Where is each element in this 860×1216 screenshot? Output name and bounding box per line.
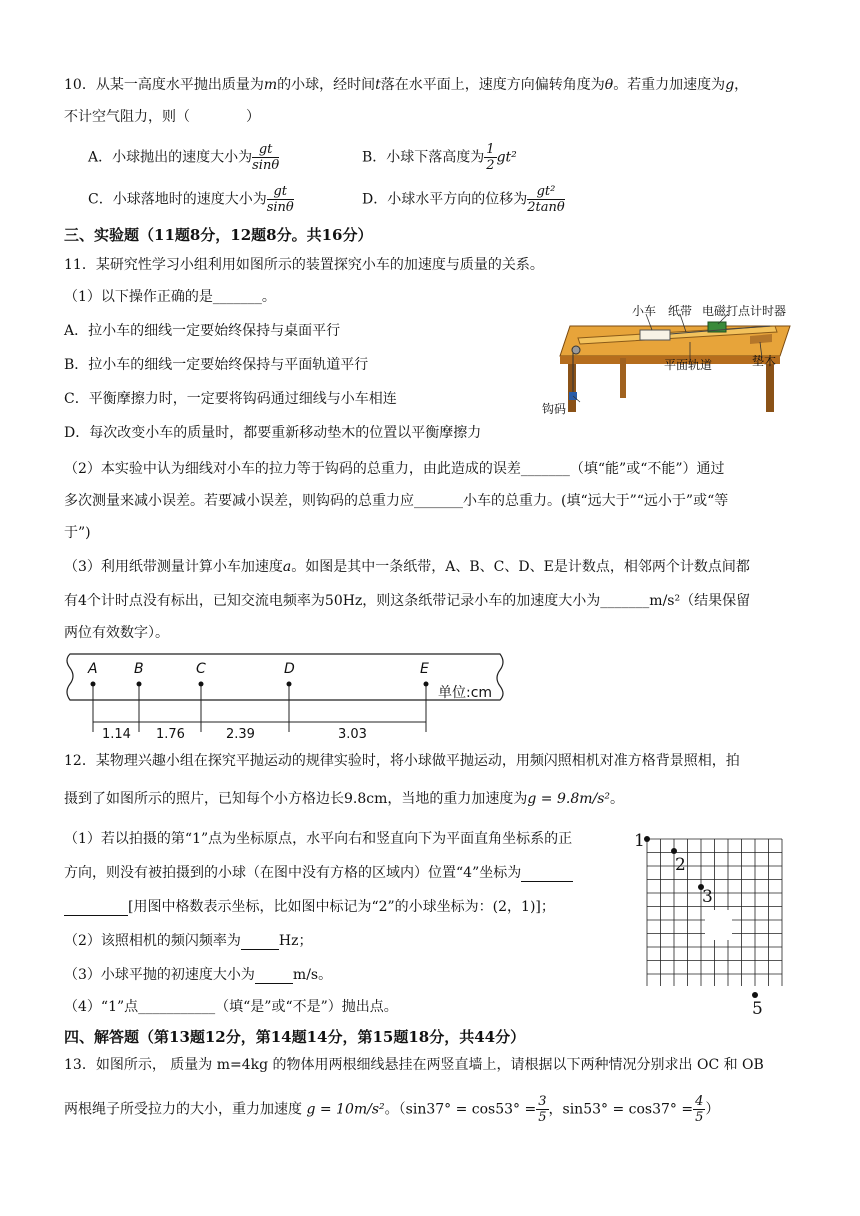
q10-stem-line2: 不计空气阻力，则（ ） — [64, 109, 260, 125]
table-leg — [766, 364, 774, 412]
label-cart: 小车 — [632, 304, 657, 318]
q13-line2: 两根绳子所受拉力的大小，重力加速度 g = 10m/s²。（sin37° = cos53° = $\frac{3}{5}$ ，sin53° = cos37° = $\frac{4}{5}$ ） — [64, 1094, 720, 1125]
q11-part3-line2: 有4个计时点没有标出，已知交流电频率为50Hz，则这条纸带记录小车的加速度大小为_______m/s²（结果保留 — [64, 593, 751, 609]
grid-figure — [646, 838, 796, 1018]
q11-option-b: B．拉小车的细线一定要始终保持与平面轨道平行 — [64, 357, 369, 373]
tape-point-d — [287, 682, 292, 687]
tape-label-d: D — [284, 661, 295, 677]
q12-part4: （4）“1”点___________（填“是”或“不是”）抛出点。 — [64, 999, 398, 1015]
q10-option-d: D．小球水平方向的位移为 $\frac{\text{gt²}}{2\tan\theta}$ — [362, 184, 565, 215]
tape-gap-cd: 2.39 — [226, 727, 255, 742]
q10-option-b: B．小球下落高度为 $\frac{1}{2}$ gt² — [362, 142, 517, 173]
q12-part2: （2）该照相机的频闪频率为 Hz； — [64, 933, 313, 949]
q11-part3-line1: （3）利用纸带测量计算小车加速度a。如图是其中一条纸带，A、B、C、D、E是计数点，相邻两个计数点间都 — [64, 559, 750, 575]
q11-part2-line3: 于”) — [64, 525, 91, 541]
grid-label-2: 2 — [675, 855, 686, 875]
q11-part3-line3: 两位有效数字）。 — [64, 625, 169, 641]
grid-label-5: 5 — [752, 999, 763, 1019]
grid-label-3: 3 — [702, 887, 713, 907]
grid-label-1: 1 — [634, 831, 645, 851]
tape-point-c — [199, 682, 204, 687]
section3-heading: 三、实验题（11题8分，12题8分。共16分） — [64, 226, 373, 244]
grid-point-5 — [752, 992, 758, 998]
tape-gap-bc: 1.76 — [156, 727, 185, 742]
table-leg — [620, 358, 626, 398]
q12-part1-line3: [用图中格数表示坐标，比如图中标记为“2”的小球坐标为：(2，1)]； — [64, 898, 555, 916]
q11-part2-line2: 多次测量来减小误差。若要减小误差，则钩码的总重力应_______小车的总重力。(填“远大于”“远小于”或“等 — [64, 493, 729, 509]
q12-part1-line2: 方向，则没有被拍摄到的小球（在图中没有方格的区域内）位置“4”坐标为 — [64, 864, 573, 882]
tape-point-e — [424, 682, 429, 687]
table-leg — [568, 364, 576, 412]
q11-option-c: C．平衡摩擦力时，一定要将钩码通过细线与小车相连 — [64, 391, 397, 407]
q12-stem-line1: 12．某物理兴趣小组在探究平抛运动的规律实验时，将小球做平抛运动，用频闪照相机对准方格背景照相，拍 — [64, 753, 740, 769]
tape-label-b: B — [134, 661, 144, 677]
q10-option-a: A．小球抛出的速度大小为 $\frac{gt}{\sin\theta}$ — [88, 142, 280, 173]
q10-option-c: C．小球落地时的速度大小为 $\frac{gt}{\sin\theta}$ — [88, 184, 294, 215]
missing-grid-area — [705, 910, 732, 940]
tape-point-b — [137, 682, 142, 687]
pulley — [572, 346, 580, 354]
q10-stem-line1: 10．从某一高度水平抛出质量为m的小球，经时间t落在水平面上，速度方向偏转角度为θ。若重力加速度为g， — [64, 77, 749, 93]
label-weight: 钩码 — [542, 402, 567, 416]
label-track: 平面轨道 — [664, 358, 713, 372]
tape-label-e: E — [420, 661, 429, 677]
tape-gap-ab: 1.14 — [102, 727, 131, 742]
q11-stem: 11．某研究性学习小组利用如图所示的装置探究小车的加速度与质量的关系。 — [64, 257, 544, 273]
cart — [640, 330, 670, 340]
q12-part3: （3）小球平抛的初速度大小为 m/s。 — [64, 967, 333, 983]
tape-gap-de: 3.03 — [338, 727, 367, 742]
grid-point-2 — [671, 848, 677, 854]
label-block: 垫木 — [752, 354, 777, 368]
section4-heading: 四、解答题（第13题12分，第14题14分，第15题18分，共44分） — [64, 1028, 526, 1046]
q11-part2-line1: （2）本实验中认为细线对小车的拉力等于钩码的总重力，由此造成的误差_______（填“能”或“不能”）通过 — [64, 461, 725, 477]
q12-part1-line1: （1）若以拍摄的第“1”点为坐标原点，水平向右和竖直向下为平面直角坐标系的正 — [64, 831, 573, 847]
q11-option-d: D．每次改变小车的质量时，都要重新移动垫木的位置以平衡摩擦力 — [64, 425, 482, 441]
label-timer: 电磁打点计时器 — [702, 304, 787, 318]
label-tape: 纸带 — [668, 304, 693, 318]
tape-label-c: C — [196, 661, 206, 677]
tape-label-a: A — [88, 661, 98, 677]
q12-stem-line2: 摄到了如图所示的照片，已知每个小方格边长9.8cm，当地的重力加速度为g = 9.8m/s²。 — [64, 791, 625, 807]
q13-line1: 13．如图所示， 质量为 m=4kg 的物体用两根细线悬挂在两竖直墙上，请根据以下两种情况分别求出 OC 和 OB — [64, 1057, 764, 1073]
q11-part1: （1）以下操作正确的是_______。 — [64, 289, 276, 305]
q11-option-a: A．拉小车的细线一定要始终保持与桌面平行 — [64, 323, 341, 339]
tape-unit: 单位:cm — [438, 685, 493, 701]
grid-point-1 — [644, 836, 650, 842]
tape-point-a — [91, 682, 96, 687]
